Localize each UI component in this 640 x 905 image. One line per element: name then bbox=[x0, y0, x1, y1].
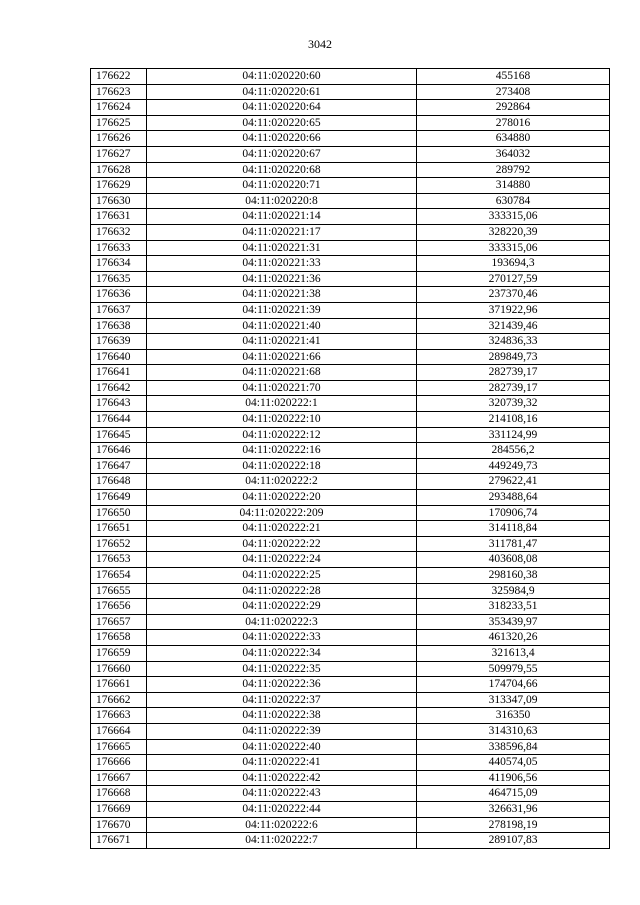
cadastral-number-cell: 04:11:020221:31 bbox=[147, 240, 417, 256]
table-row bbox=[91, 817, 610, 833]
table-row bbox=[91, 661, 610, 677]
cadastral-value-cell: 293488,64 bbox=[417, 490, 610, 506]
table-row bbox=[91, 349, 610, 365]
table-row bbox=[91, 536, 610, 552]
cadastral-value-cell: 278198,19 bbox=[417, 817, 610, 833]
row-number-cell: 176653 bbox=[91, 552, 147, 568]
table-row bbox=[91, 692, 610, 708]
cadastral-number-cell: 04:11:020222:10 bbox=[147, 412, 417, 428]
row-number-cell: 176641 bbox=[91, 365, 147, 381]
cadastral-number-cell: 04:11:020222:22 bbox=[147, 536, 417, 552]
table-body bbox=[91, 69, 610, 849]
cadastral-number-cell: 04:11:020221:40 bbox=[147, 318, 417, 334]
cadastral-value-cell: 403608,08 bbox=[417, 552, 610, 568]
cadastral-value-cell: 282739,17 bbox=[417, 365, 610, 381]
cadastral-number-cell: 04:11:020222:34 bbox=[147, 645, 417, 661]
cadastral-number-cell: 04:11:020222:2 bbox=[147, 474, 417, 490]
cadastral-number-cell: 04:11:020222:29 bbox=[147, 599, 417, 615]
row-number-cell: 176644 bbox=[91, 412, 147, 428]
cadastral-value-cell: 284556,2 bbox=[417, 443, 610, 459]
cadastral-value-cell: 440574,05 bbox=[417, 755, 610, 771]
cadastral-value-cell: 326631,96 bbox=[417, 801, 610, 817]
cadastral-value-cell: 411906,56 bbox=[417, 770, 610, 786]
cadastral-value-cell: 174704,66 bbox=[417, 677, 610, 693]
table-row bbox=[91, 256, 610, 272]
cadastral-value-cell: 289107,83 bbox=[417, 833, 610, 849]
row-number-cell: 176658 bbox=[91, 630, 147, 646]
cadastral-number-cell: 04:11:020222:6 bbox=[147, 817, 417, 833]
cadastral-value-cell: 318233,51 bbox=[417, 599, 610, 615]
table-row bbox=[91, 490, 610, 506]
cadastral-value-cell: 193694,3 bbox=[417, 256, 610, 272]
row-number-cell: 176627 bbox=[91, 146, 147, 162]
cadastral-value-cell: 333315,06 bbox=[417, 240, 610, 256]
table-row bbox=[91, 84, 610, 100]
row-number-cell: 176657 bbox=[91, 614, 147, 630]
table-row bbox=[91, 801, 610, 817]
row-number-cell: 176633 bbox=[91, 240, 147, 256]
cadastral-number-cell: 04:11:020220:68 bbox=[147, 162, 417, 178]
row-number-cell: 176654 bbox=[91, 568, 147, 584]
table-row bbox=[91, 723, 610, 739]
cadastral-number-cell: 04:11:020221:70 bbox=[147, 380, 417, 396]
table-row bbox=[91, 630, 610, 646]
cadastral-number-cell: 04:11:020221:14 bbox=[147, 209, 417, 225]
cadastral-number-cell: 04:11:020222:35 bbox=[147, 661, 417, 677]
table-row bbox=[91, 69, 610, 85]
table-row bbox=[91, 677, 610, 693]
table-row bbox=[91, 427, 610, 443]
cadastral-value-cell: 509979,55 bbox=[417, 661, 610, 677]
row-number-cell: 176666 bbox=[91, 755, 147, 771]
row-number-cell: 176629 bbox=[91, 178, 147, 194]
cadastral-number-cell: 04:11:020221:66 bbox=[147, 349, 417, 365]
table-row bbox=[91, 193, 610, 209]
table-row bbox=[91, 146, 610, 162]
table-row bbox=[91, 739, 610, 755]
cadastral-number-cell: 04:11:020222:1 bbox=[147, 396, 417, 412]
row-number-cell: 176643 bbox=[91, 396, 147, 412]
cadastral-value-cell: 333315,06 bbox=[417, 209, 610, 225]
table-row bbox=[91, 302, 610, 318]
cadastral-number-cell: 04:11:020222:37 bbox=[147, 692, 417, 708]
row-number-cell: 176622 bbox=[91, 69, 147, 85]
row-number-cell: 176656 bbox=[91, 599, 147, 615]
cadastral-value-cell: 464715,09 bbox=[417, 786, 610, 802]
row-number-cell: 176639 bbox=[91, 334, 147, 350]
row-number-cell: 176636 bbox=[91, 287, 147, 303]
row-number-cell: 176663 bbox=[91, 708, 147, 724]
cadastral-number-cell: 04:11:020220:66 bbox=[147, 131, 417, 147]
cadastral-value-cell: 170906,74 bbox=[417, 505, 610, 521]
row-number-cell: 176664 bbox=[91, 723, 147, 739]
cadastral-number-cell: 04:11:020221:41 bbox=[147, 334, 417, 350]
cadastral-number-cell: 04:11:020220:61 bbox=[147, 84, 417, 100]
cadastral-number-cell: 04:11:020222:25 bbox=[147, 568, 417, 584]
table-row bbox=[91, 599, 610, 615]
cadastral-number-cell: 04:11:020222:42 bbox=[147, 770, 417, 786]
row-number-cell: 176642 bbox=[91, 380, 147, 396]
row-number-cell: 176665 bbox=[91, 739, 147, 755]
cadastral-value-cell: 298160,38 bbox=[417, 568, 610, 584]
cadastral-value-cell: 324836,33 bbox=[417, 334, 610, 350]
cadastral-number-cell: 04:11:020222:38 bbox=[147, 708, 417, 724]
cadastral-value-cell: 314118,84 bbox=[417, 521, 610, 537]
cadastral-value-cell: 353439,97 bbox=[417, 614, 610, 630]
cadastral-value-cell: 279622,41 bbox=[417, 474, 610, 490]
row-number-cell: 176637 bbox=[91, 302, 147, 318]
table-row bbox=[91, 458, 610, 474]
row-number-cell: 176635 bbox=[91, 271, 147, 287]
cadastral-number-cell: 04:11:020222:33 bbox=[147, 630, 417, 646]
row-number-cell: 176668 bbox=[91, 786, 147, 802]
cadastral-value-cell: 314880 bbox=[417, 178, 610, 194]
cadastral-value-cell: 371922,96 bbox=[417, 302, 610, 318]
table-row bbox=[91, 334, 610, 350]
table-row bbox=[91, 162, 610, 178]
row-number-cell: 176650 bbox=[91, 505, 147, 521]
cadastral-value-cell: 328220,39 bbox=[417, 224, 610, 240]
row-number-cell: 176630 bbox=[91, 193, 147, 209]
cadastral-value-cell: 449249,73 bbox=[417, 458, 610, 474]
cadastral-number-cell: 04:11:020222:18 bbox=[147, 458, 417, 474]
table-row bbox=[91, 645, 610, 661]
table-row bbox=[91, 583, 610, 599]
cadastral-value-cell: 282739,17 bbox=[417, 380, 610, 396]
cadastral-number-cell: 04:11:020221:38 bbox=[147, 287, 417, 303]
cadastral-number-cell: 04:11:020222:21 bbox=[147, 521, 417, 537]
table-row bbox=[91, 178, 610, 194]
cadastral-value-cell: 364032 bbox=[417, 146, 610, 162]
row-number-cell: 176645 bbox=[91, 427, 147, 443]
row-number-cell: 176647 bbox=[91, 458, 147, 474]
table-row bbox=[91, 708, 610, 724]
table-row bbox=[91, 131, 610, 147]
cadastral-value-cell: 331124,99 bbox=[417, 427, 610, 443]
cadastral-number-cell: 04:11:020221:33 bbox=[147, 256, 417, 272]
row-number-cell: 176623 bbox=[91, 84, 147, 100]
cadastral-number-cell: 04:11:020222:44 bbox=[147, 801, 417, 817]
cadastral-value-table bbox=[90, 68, 610, 849]
cadastral-value-cell: 237370,46 bbox=[417, 287, 610, 303]
table-row bbox=[91, 287, 610, 303]
row-number-cell: 176634 bbox=[91, 256, 147, 272]
row-number-cell: 176670 bbox=[91, 817, 147, 833]
cadastral-value-cell: 634880 bbox=[417, 131, 610, 147]
cadastral-number-cell: 04:11:020222:40 bbox=[147, 739, 417, 755]
row-number-cell: 176669 bbox=[91, 801, 147, 817]
cadastral-number-cell: 04:11:020222:28 bbox=[147, 583, 417, 599]
cadastral-number-cell: 04:11:020220:65 bbox=[147, 115, 417, 131]
cadastral-number-cell: 04:11:020221:17 bbox=[147, 224, 417, 240]
cadastral-value-cell: 321439,46 bbox=[417, 318, 610, 334]
table-row bbox=[91, 271, 610, 287]
cadastral-value-cell: 273408 bbox=[417, 84, 610, 100]
table-row bbox=[91, 318, 610, 334]
cadastral-number-cell: 04:11:020222:20 bbox=[147, 490, 417, 506]
cadastral-number-cell: 04:11:020222:43 bbox=[147, 786, 417, 802]
row-number-cell: 176646 bbox=[91, 443, 147, 459]
cadastral-value-cell: 316350 bbox=[417, 708, 610, 724]
cadastral-number-cell: 04:11:020222:7 bbox=[147, 833, 417, 849]
page-number: 3042 bbox=[308, 37, 332, 51]
cadastral-value-cell: 214108,16 bbox=[417, 412, 610, 428]
row-number-cell: 176648 bbox=[91, 474, 147, 490]
table-row bbox=[91, 521, 610, 537]
cadastral-value-cell: 313347,09 bbox=[417, 692, 610, 708]
row-number-cell: 176632 bbox=[91, 224, 147, 240]
row-number-cell: 176655 bbox=[91, 583, 147, 599]
cadastral-number-cell: 04:11:020222:39 bbox=[147, 723, 417, 739]
row-number-cell: 176649 bbox=[91, 490, 147, 506]
table-row bbox=[91, 552, 610, 568]
cadastral-number-cell: 04:11:020221:68 bbox=[147, 365, 417, 381]
cadastral-number-cell: 04:11:020222:36 bbox=[147, 677, 417, 693]
cadastral-number-cell: 04:11:020220:67 bbox=[147, 146, 417, 162]
row-number-cell: 176631 bbox=[91, 209, 147, 225]
table-row bbox=[91, 786, 610, 802]
table-row bbox=[91, 396, 610, 412]
row-number-cell: 176662 bbox=[91, 692, 147, 708]
table-row bbox=[91, 100, 610, 116]
table-row bbox=[91, 209, 610, 225]
table-row bbox=[91, 380, 610, 396]
cadastral-number-cell: 04:11:020220:8 bbox=[147, 193, 417, 209]
row-number-cell: 176626 bbox=[91, 131, 147, 147]
table-row bbox=[91, 568, 610, 584]
cadastral-value-cell: 278016 bbox=[417, 115, 610, 131]
cadastral-number-cell: 04:11:020222:209 bbox=[147, 505, 417, 521]
table-row bbox=[91, 755, 610, 771]
cadastral-value-cell: 289849,73 bbox=[417, 349, 610, 365]
table-row bbox=[91, 505, 610, 521]
row-number-cell: 176659 bbox=[91, 645, 147, 661]
cadastral-value-cell: 338596,84 bbox=[417, 739, 610, 755]
cadastral-number-cell: 04:11:020222:16 bbox=[147, 443, 417, 459]
cadastral-value-cell: 630784 bbox=[417, 193, 610, 209]
row-number-cell: 176625 bbox=[91, 115, 147, 131]
cadastral-value-cell: 325984,9 bbox=[417, 583, 610, 599]
table-row bbox=[91, 770, 610, 786]
cadastral-number-cell: 04:11:020222:3 bbox=[147, 614, 417, 630]
table-row bbox=[91, 614, 610, 630]
cadastral-number-cell: 04:11:020222:41 bbox=[147, 755, 417, 771]
cadastral-value-cell: 314310,63 bbox=[417, 723, 610, 739]
cadastral-value-cell: 455168 bbox=[417, 69, 610, 85]
table-row bbox=[91, 115, 610, 131]
cadastral-number-cell: 04:11:020220:64 bbox=[147, 100, 417, 116]
cadastral-number-cell: 04:11:020222:12 bbox=[147, 427, 417, 443]
table-row bbox=[91, 412, 610, 428]
cadastral-value-cell: 321613,4 bbox=[417, 645, 610, 661]
table-row bbox=[91, 474, 610, 490]
row-number-cell: 176667 bbox=[91, 770, 147, 786]
cadastral-value-cell: 461320,26 bbox=[417, 630, 610, 646]
row-number-cell: 176660 bbox=[91, 661, 147, 677]
cadastral-value-cell: 292864 bbox=[417, 100, 610, 116]
row-number-cell: 176628 bbox=[91, 162, 147, 178]
cadastral-number-cell: 04:11:020221:36 bbox=[147, 271, 417, 287]
row-number-cell: 176638 bbox=[91, 318, 147, 334]
row-number-cell: 176624 bbox=[91, 100, 147, 116]
row-number-cell: 176661 bbox=[91, 677, 147, 693]
table-row bbox=[91, 224, 610, 240]
cadastral-number-cell: 04:11:020222:24 bbox=[147, 552, 417, 568]
cadastral-value-cell: 320739,32 bbox=[417, 396, 610, 412]
cadastral-number-cell: 04:11:020221:39 bbox=[147, 302, 417, 318]
cadastral-value-cell: 289792 bbox=[417, 162, 610, 178]
table-row bbox=[91, 365, 610, 381]
cadastral-value-cell: 270127,59 bbox=[417, 271, 610, 287]
table-row bbox=[91, 240, 610, 256]
cadastral-value-cell: 311781,47 bbox=[417, 536, 610, 552]
table-row bbox=[91, 833, 610, 849]
row-number-cell: 176651 bbox=[91, 521, 147, 537]
row-number-cell: 176640 bbox=[91, 349, 147, 365]
table-row bbox=[91, 443, 610, 459]
row-number-cell: 176671 bbox=[91, 833, 147, 849]
row-number-cell: 176652 bbox=[91, 536, 147, 552]
cadastral-number-cell: 04:11:020220:71 bbox=[147, 178, 417, 194]
cadastral-number-cell: 04:11:020220:60 bbox=[147, 69, 417, 85]
